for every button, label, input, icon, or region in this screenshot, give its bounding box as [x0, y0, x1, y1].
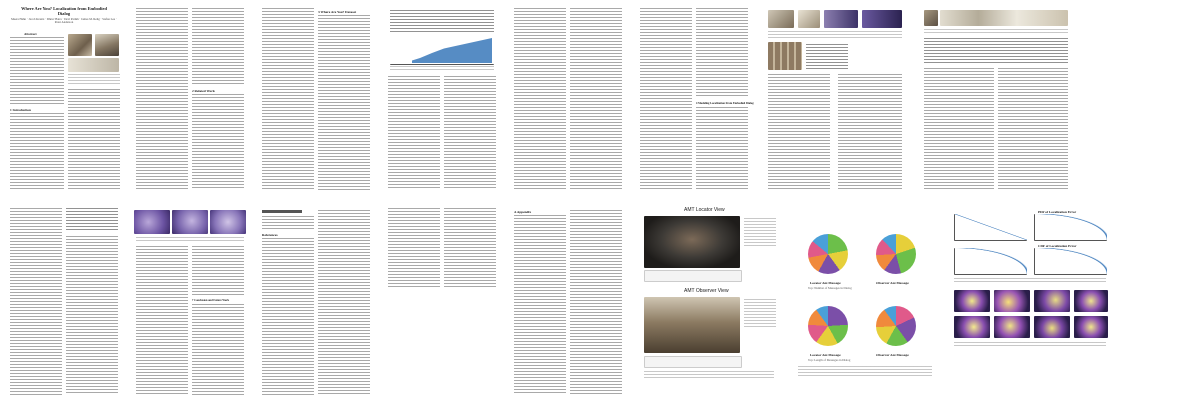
line-plot-a [954, 214, 1027, 241]
p9-col-left [10, 208, 62, 395]
qualitative-map-a [134, 210, 170, 234]
teaser-map [68, 58, 119, 72]
page-8 [916, 4, 1076, 194]
acknowledgements-heading [262, 210, 302, 213]
p12-refs-left [388, 208, 440, 288]
histogram-caption [390, 66, 494, 72]
qualitative-photos [768, 42, 802, 70]
p8-col-right [998, 68, 1068, 190]
p8-col-left [924, 68, 994, 190]
pie-chart-locator-top [808, 234, 848, 274]
heatmap-g [1034, 316, 1070, 338]
teaser-photo-a [68, 34, 92, 56]
amt-locator-controls [744, 218, 776, 248]
p12-refs-right [444, 208, 496, 288]
p11-ack [262, 216, 314, 230]
ablation-table [66, 208, 118, 232]
qualitative-map-c [210, 210, 246, 234]
line-plot-b [1034, 214, 1107, 241]
page-15 [790, 204, 940, 399]
locator-legend-bottom: Locator Ant Message [810, 353, 841, 357]
paper-authors: Meera Hahn · Jacob Krantz · Dhruv Batra · Devi Parikh · James M. Rehg · Stefan Lee · Peter Anderson [11, 17, 117, 25]
p13-col-left [514, 215, 566, 395]
amt-locator-map [644, 216, 740, 268]
observer-legend-top: Observer Ant Message [876, 281, 909, 285]
teaser-photo-b [95, 34, 119, 56]
p4-col-right [444, 76, 496, 190]
heatmap-caption [954, 342, 1106, 348]
p10-col-right-top [192, 246, 244, 296]
p10-col-right-bottom [192, 304, 244, 395]
p6-col-right-bottom [696, 107, 748, 190]
page-6 [634, 4, 754, 194]
p4-col-left [388, 76, 440, 190]
appendix-heading: A Appendix [514, 210, 532, 214]
page-11 [256, 204, 376, 399]
intro-heading: 1 Introduction [10, 108, 31, 112]
intro-text-left [10, 113, 64, 189]
pie-caption-a: Top: Number of Messages in Dialog [808, 286, 852, 290]
model-figure-a [768, 10, 794, 28]
results-table-a [806, 44, 848, 70]
heatmap-a [954, 290, 990, 312]
model-figure-c [824, 10, 858, 28]
p2-col-right-bottom [192, 94, 244, 190]
page-10 [130, 204, 250, 399]
pie-chart-locator-bottom [808, 306, 848, 346]
results-figure-map [940, 10, 1068, 26]
heatmap-h [1074, 316, 1108, 338]
locator-legend-top: Locator Ant Message [810, 281, 841, 285]
abstract-heading: Abstract [24, 32, 37, 36]
page-5 [508, 4, 628, 194]
pie-chart-observer-bottom [876, 306, 916, 346]
p13-col-right [570, 210, 622, 395]
observer-legend-bottom: Observer Ant Message [876, 353, 909, 357]
amt-observer-controls [744, 299, 776, 329]
page-2 [130, 4, 250, 194]
p3-col-left [262, 8, 314, 190]
page-3 [256, 4, 376, 194]
pie-caption-b: Top: Length of Messages in Dialog [808, 358, 851, 362]
results-figure-caption [924, 29, 1068, 35]
qualitative-caption [136, 237, 244, 243]
p10-col-left [136, 246, 188, 395]
heatmap-e [954, 316, 990, 338]
line-plot-d [1034, 248, 1107, 275]
dataset-heading: 3 Where Are You? Dataset [318, 10, 357, 14]
page-4 [382, 4, 502, 194]
heatmap-d [1074, 290, 1108, 312]
model-figure-d [862, 10, 902, 28]
abstract-text [10, 37, 64, 105]
page-12 [382, 204, 502, 399]
pie-figure-caption [798, 366, 932, 376]
page-7 [760, 4, 910, 194]
p11-refs-right [318, 210, 370, 395]
model-figure-caption [768, 31, 902, 39]
amt-observer-photo [644, 297, 740, 353]
page-1 [4, 4, 124, 194]
heatmap-b [994, 290, 1030, 312]
p6-col-right-top [696, 8, 748, 98]
related-work-heading: 2 Related Work [192, 89, 215, 93]
qualitative-map-b [172, 210, 208, 234]
p5-col-right [570, 8, 622, 190]
p3-col-right [318, 15, 370, 190]
dataset-stats-table [390, 10, 494, 32]
line-plot-c [954, 248, 1027, 275]
page-16 [946, 204, 1116, 399]
conclusion-heading: 7 Conclusion and Future Work [192, 299, 230, 302]
p7-col-left [768, 74, 830, 190]
model-figure-b [798, 10, 820, 28]
page-9 [4, 204, 124, 399]
references-heading: References [262, 233, 278, 237]
amt-locator-label: AMT Locator View [684, 207, 725, 213]
p7-col-right [838, 74, 902, 190]
teaser-caption [68, 74, 120, 86]
p11-refs-left [262, 238, 314, 395]
modeling-heading: 4 Modeling Localization From Embodied Dialog [696, 102, 754, 105]
curve-title-b: CDF of Localization Error [1038, 244, 1077, 248]
p6-col-left [640, 8, 692, 190]
p5-col-left [514, 8, 566, 190]
heatmap-c [1034, 290, 1070, 312]
page-13 [508, 204, 628, 399]
intro-text-right [68, 89, 120, 189]
curve-caption [954, 278, 1106, 284]
pie-chart-observer-top [876, 234, 916, 274]
p2-col-right-top [192, 8, 244, 86]
amt-observer-chat [644, 356, 742, 368]
p9-col-right [66, 236, 118, 395]
results-table-main [924, 38, 1068, 64]
amt-observer-label: AMT Observer View [684, 288, 729, 294]
results-figure-photo [924, 10, 938, 26]
paper-title: Where Are You? Localization from Embodied Dialog [21, 6, 107, 16]
amt-locator-chat [644, 270, 742, 282]
curve-title-a: PDF of Localization Error [1038, 210, 1077, 214]
amt-caption [644, 371, 774, 379]
page-14 [634, 204, 784, 399]
heatmap-f [994, 316, 1030, 338]
p2-col-left [136, 8, 188, 190]
